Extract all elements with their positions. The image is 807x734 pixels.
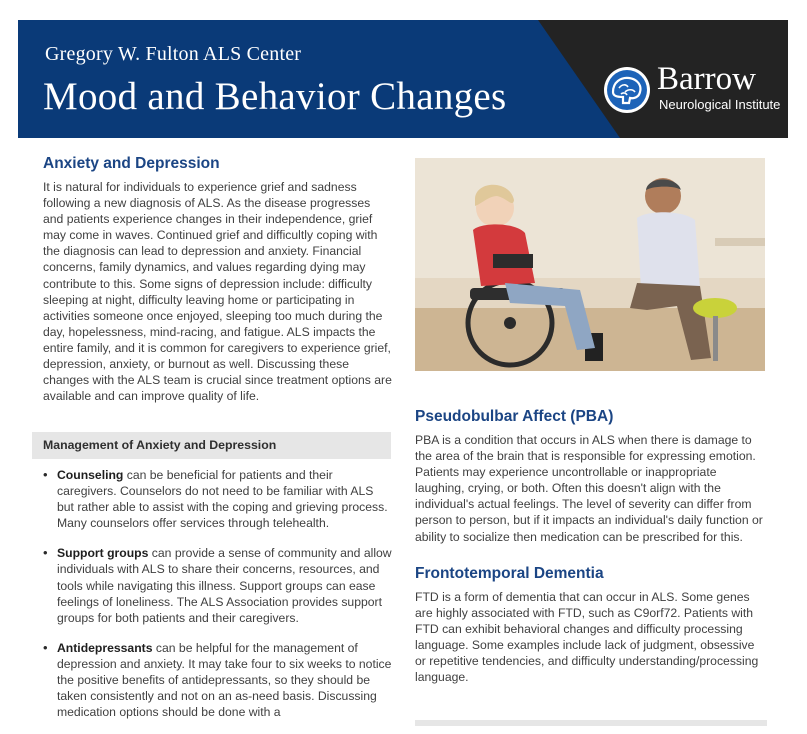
logo-subtitle: Neurological Institute (659, 97, 781, 112)
management-list (43, 467, 393, 734)
ftd-heading: Frontotemporal Dementia (415, 564, 604, 582)
photo-illustration (415, 158, 765, 371)
management-heading: Management of Anxiety and Depression (43, 438, 277, 452)
center-name: Gregory W. Fulton ALS Center (45, 43, 302, 65)
list-item-text: can be helpful for the management of depression and anxiety. It may take four to six weeks to notice the positive benefits of antidepressants, so they should be taken consistently and not on an as-need basis. Discussing medication options should be done with a (57, 640, 392, 720)
logo-wordmark: Barrow (657, 61, 756, 97)
list-item-term: Support groups (57, 546, 149, 561)
management-heading-bar (32, 432, 391, 459)
brain-logo-icon (603, 66, 651, 114)
ftd-body: FTD is a form of dementia that can occur in ALS. Some genes are highly associated with FTD, such as C9orf72. Patients with FTD can exhibit behavioral changes and difficulty processing language. Some examples include lack of judgment, obsessive or repetitive tendencies, and difficulty understanding/processing language. (415, 589, 759, 685)
page-title: Mood and Behavior Changes (43, 75, 507, 118)
list-item-text: can be beneficial for patients and their caregivers. Counselors do not need to be familiar with ALS but rather able to assist with the coping and grieving process. Many counselors offer services through telehealth. (57, 468, 388, 531)
anxiety-heading: Anxiety and Depression (43, 155, 220, 172)
list-item-text: can provide a sense of community and allow individuals with ALS to share their concerns, resources, and tools while navigating this illness. Support groups can ease feelings of loneliness. The ALS Association provides support groups for both patients and their caregivers. (57, 546, 392, 625)
clinic-photo (415, 158, 765, 371)
list-item-term: Antidepressants (57, 640, 153, 655)
section-bar (415, 720, 767, 726)
list-item (43, 545, 393, 625)
header-banner (18, 20, 788, 138)
anxiety-body: It is natural for individuals to experience grief and sadness following a new diagnosis of ALS. As the disease progresses and patients experience changes in their independence, grief may come in waves. Continued grief and difficultly coping with the diagnosis can lead to depression and anxiety. Financial concerns, family dynamics, and values regarding dying may contribute to this. Some signs of depression include: difficulty sleeping at night, difficulty leaving home or participating in activities someone once enjoyed, sleeping too much during the day, hopelessness, mind-racing, and fatigue. ALS impacts the entire family, and it is common for caregivers to experience grief, depression, anxiety, or burnout as well. Discussing these changes with the ALS team is crucial since treatment options are available and can improve quality of life. (43, 180, 392, 404)
list-item (43, 640, 393, 720)
list-item-term: Counseling (57, 468, 124, 482)
right-column (415, 158, 767, 685)
list-item (43, 467, 393, 531)
pba-body: PBA is a condition that occurs in ALS when there is damage to the area of the brain that is responsible for expressing emotion. Patients may experience uncontrollable or inappropriate laughing, crying, or both. Often this doesn't align with the individual's actual feelings. The level of severity can differ from person to person, but if it impacts an individual's daily function or ability to socialize then medication can be prescribed for this. (415, 433, 763, 544)
barrow-logo (603, 61, 788, 126)
pba-heading: Pseudobulbar Affect (PBA) (415, 408, 614, 425)
left-column (43, 155, 393, 404)
